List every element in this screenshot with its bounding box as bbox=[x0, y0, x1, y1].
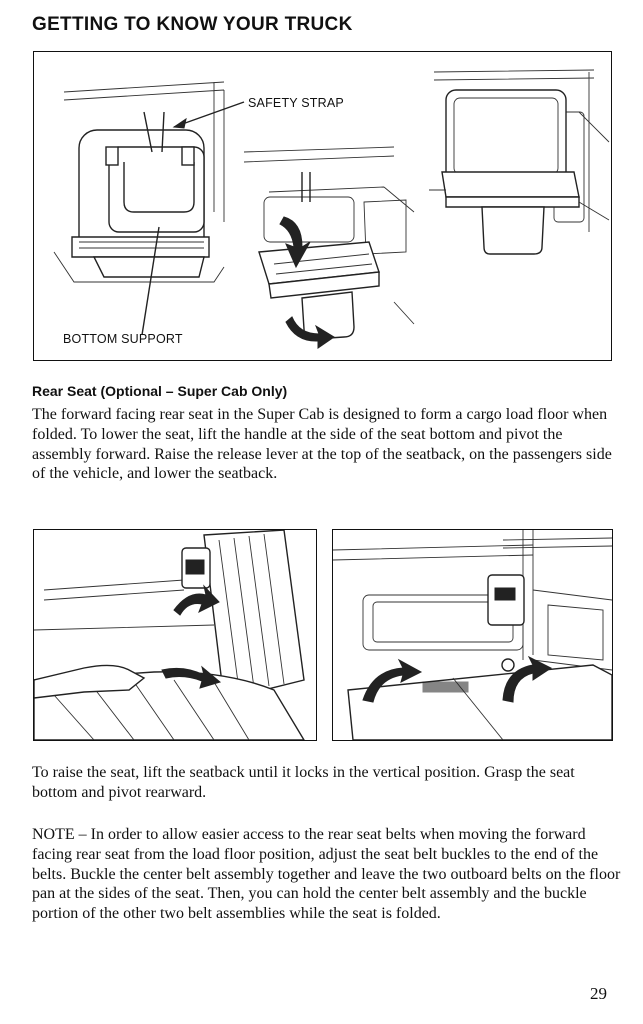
right-seat-drawing bbox=[429, 70, 609, 254]
left-seat-drawing bbox=[54, 82, 244, 335]
seatback-release-illustration bbox=[33, 529, 317, 741]
paragraph-raise-seat: To raise the seat, lift the seatback until it locks in the vertical position. Grasp the seat bottom and pivot rearward. bbox=[32, 764, 575, 801]
bottom-support-label: BOTTOM SUPPORT bbox=[63, 332, 183, 346]
page-heading: GETTING TO KNOW YOUR TRUCK bbox=[32, 14, 353, 35]
load-floor-illustration bbox=[332, 529, 613, 741]
seat-folding-illustration bbox=[33, 51, 612, 361]
page-number: 29 bbox=[590, 984, 607, 1003]
paragraph-lower-seat: The forward facing rear seat in the Super Cab is designed to form a cargo load floor when folded. To lower the seat, lift the handle at the side of the seat bottom and pivot the assembly forward. Raise the release lever at the top of the seatback, on the passengers side of the vehicle, and lower the seatback. bbox=[32, 406, 612, 483]
section-title: Rear Seat (Optional – Super Cab Only) bbox=[32, 383, 288, 399]
middle-seat-drawing bbox=[244, 147, 414, 348]
seatback-release-drawing bbox=[34, 530, 316, 740]
paragraph-note: NOTE – In order to allow easier access to the rear seat belts when moving the forward facing rear seat from the load floor position, adjust the seat belt buckles to the end of the belts. Buckle the center belt assembly together and leave the two outboard belts on the floor pan at the sides of the seat. Then, you can hold the center belt assembly and the buckle portion of the other two belt assemblies while the seat is folded. bbox=[32, 826, 621, 923]
load-floor-drawing bbox=[333, 530, 612, 740]
safety-strap-label: SAFETY STRAP bbox=[248, 96, 344, 110]
